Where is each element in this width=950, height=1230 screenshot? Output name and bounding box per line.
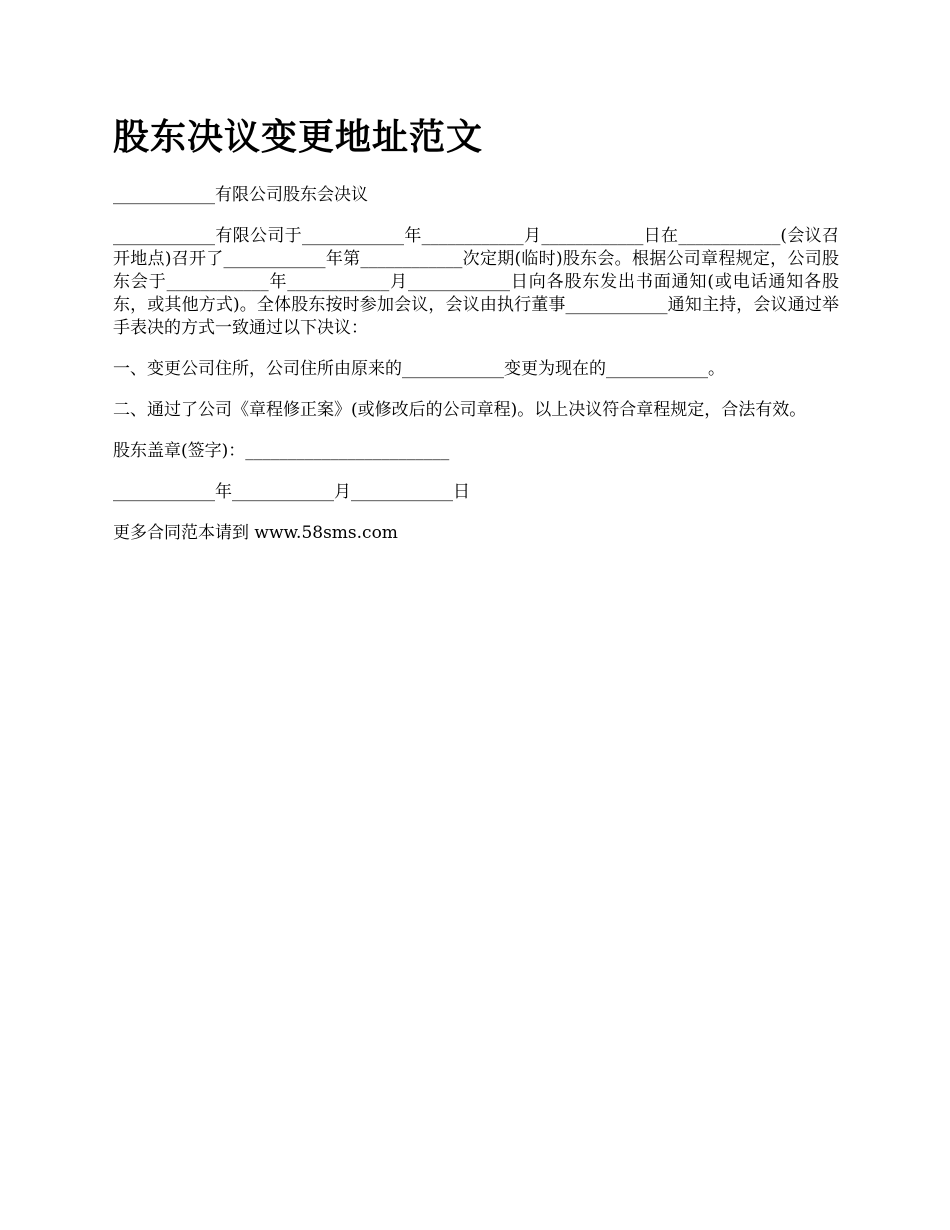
- meeting-details-paragraph: ____________有限公司于____________年____________月____________日在____________(会议召开地点)召开了____________年第____________次定期(临时)股东会。根据公司章程规定，公司股东会于____________年____________月____________日向各股东发出书面通知(或电话通知各股东，或其他方式)。全体股东按时参加会议，会议由执行董事____________通知主持，会议通过举手表决的方式一致通过以下决议：: [113, 226, 839, 338]
- resolution-heading: ____________有限公司股东会决议: [113, 185, 368, 205]
- resolution-item-1: 一、变更公司住所，公司住所由原来的____________变更为现在的____________。: [113, 359, 725, 379]
- shareholder-signature-line: 股东盖章(签字)：________________________: [113, 441, 450, 461]
- document-body: [113, 112, 839, 563]
- footer-note: 更多合同范本请到 www.58sms.com: [113, 523, 398, 543]
- date-line: ____________年____________月____________日: [113, 482, 470, 502]
- document-title: 股东决议变更地址范文: [113, 116, 484, 158]
- resolution-item-2: 二、通过了公司《章程修正案》(或修改后的公司章程)。以上决议符合章程规定，合法有效。: [113, 400, 807, 420]
